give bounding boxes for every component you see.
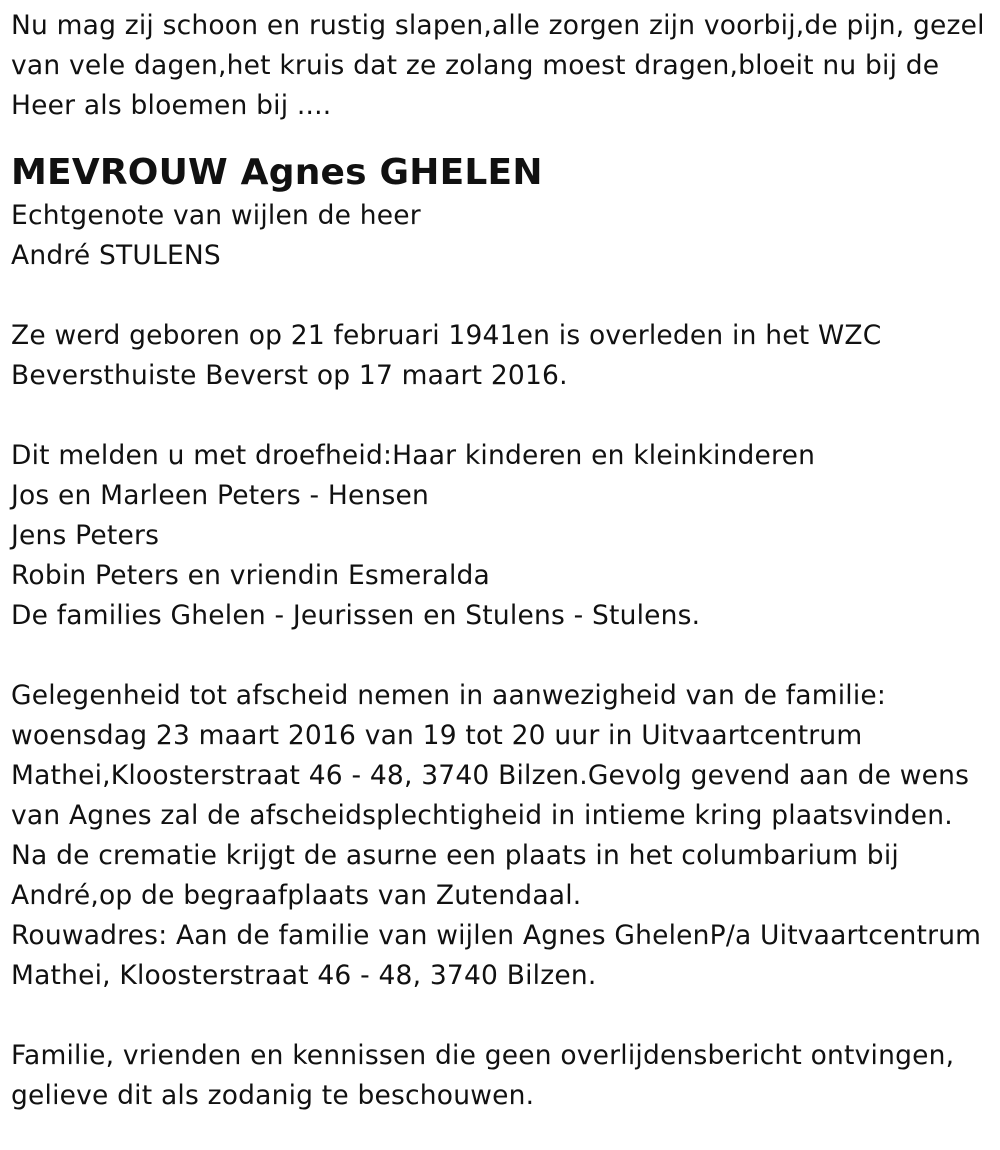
announcer-line: Robin Peters en vriendin Esmeralda [11, 560, 490, 591]
farewell-info [11, 676, 991, 996]
announcers-list [11, 436, 991, 636]
announcer-line: Dit melden u met droefheid:Haar kinderen en kleinkinderen [11, 440, 816, 471]
birth-death-line: Beversthuiste Beverst op 17 maart 2016. [11, 360, 568, 391]
farewell-line: Mathei,Kloosterstraat 46 - 48, 3740 Bilzen.Gevolg gevend aan de wens [11, 760, 970, 791]
intro-poem [11, 6, 991, 126]
farewell-line: woensdag 23 maart 2016 van 19 tot 20 uur in Uitvaartcentrum [11, 720, 863, 751]
mourning-address-line: Rouwadres: Aan de familie van wijlen Agnes GhelenP/a Uitvaartcentrum [11, 920, 982, 951]
intro-line: van vele dagen,het kruis dat ze zolang moest dragen,bloeit nu bij de [11, 50, 940, 81]
deceased-name: MEVROUW Agnes GHELEN [11, 152, 543, 193]
farewell-line: van Agnes zal de afscheidsplechtigheid in intieme kring plaatsvinden. [11, 800, 953, 831]
announcer-line: Jens Peters [11, 520, 160, 551]
mourning-address-line: Mathei, Kloosterstraat 46 - 48, 3740 Bilzen. [11, 960, 597, 991]
spouse-line: André STULENS [11, 240, 221, 271]
spouse-info [11, 196, 991, 276]
farewell-line: André,op de begraafplaats van Zutendaal. [11, 880, 582, 911]
intro-line: Nu mag zij schoon en rustig slapen,alle zorgen zijn voorbij,de pijn, gezel [11, 10, 985, 41]
obituary-document [11, 6, 991, 1116]
announcer-line: De families Ghelen - Jeurissen en Stulens - Stulens. [11, 600, 701, 631]
farewell-line: Na de crematie krijgt de asurne een plaats in het columbarium bij [11, 840, 899, 871]
closing-line: Familie, vrienden en kennissen die geen overlijdensbericht ontvingen, [11, 1040, 955, 1071]
closing-line: gelieve dit als zodanig te beschouwen. [11, 1080, 535, 1111]
spouse-line: Echtgenote van wijlen de heer [11, 200, 421, 231]
intro-line: Heer als bloemen bij .... [11, 90, 332, 121]
birth-death-info [11, 316, 991, 396]
announcer-line: Jos en Marleen Peters - Hensen [11, 480, 430, 511]
farewell-line: Gelegenheid tot afscheid nemen in aanwezigheid van de familie: [11, 680, 887, 711]
closing-note [11, 1036, 991, 1116]
birth-death-line: Ze werd geboren op 21 februari 1941en is overleden in het WZC [11, 320, 882, 351]
